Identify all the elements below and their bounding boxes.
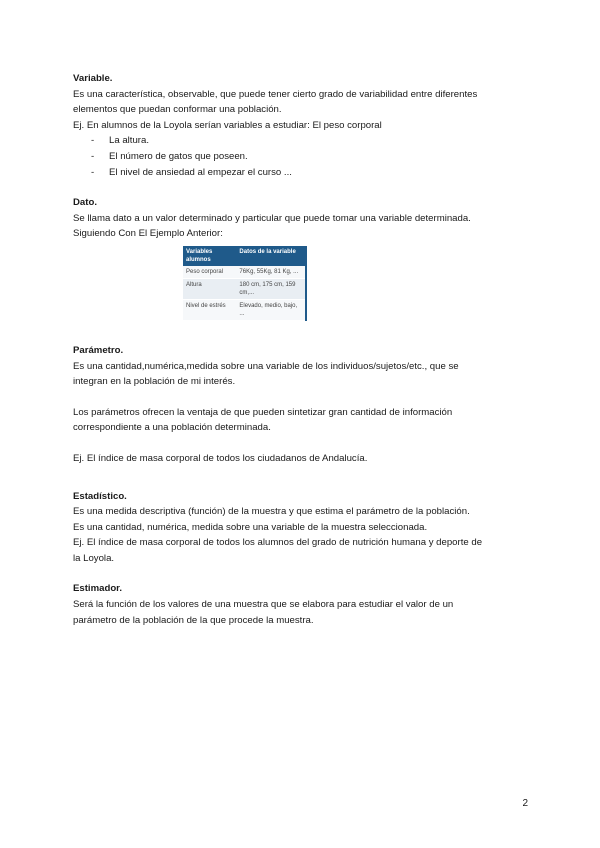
paragraph-line: Será la función de los valores de una muestra que se elabora para estudiar el valor de un [73, 599, 454, 611]
paragraph-line: Ej. En alumnos de la Loyola serían variables a estudiar: El peso corporal [73, 119, 382, 131]
table-cell: Peso corporal [183, 266, 236, 279]
table-header-cell: Datos de la variable [236, 246, 306, 266]
example-line: Ej. El índice de masa corporal de todos los ciudadanos de Andalucía. [73, 452, 368, 464]
list-item: - El nivel de ansiedad al empezar el curso ... [91, 165, 533, 181]
page-number: 2 [522, 798, 528, 809]
paragraph-line: Es una medida descriptiva (función) de la muestra y que estima el parámetro de la población. [73, 506, 470, 518]
paragraph-line: Es una característica, observable, que puede tener cierto grado de variabilidad entre diferentes [73, 88, 478, 100]
paragraph-line: Es una cantidad, numérica, medida sobre una variable de la muestra seleccionada. [73, 521, 428, 533]
table-cell: Elevado, medio, bajo, ... [236, 299, 306, 320]
table-cell: Nivel de estrés [183, 299, 236, 320]
data-table-container [183, 246, 307, 321]
variable-examples-list [73, 133, 533, 180]
section-title-estadistico: Estadístico. [73, 490, 127, 502]
table-row [183, 299, 306, 320]
paragraph-line: Los parámetros ofrecen la ventaja de que pueden sintetizar gran cantidad de información [73, 406, 453, 418]
list-item: - El número de gatos que poseen. [91, 149, 533, 165]
table-cell: 180 cm, 175 cm, 159 cm,... [236, 278, 306, 299]
table-cell: 76Kg, 55Kg, 81 Kg, ... [236, 266, 306, 279]
table-header-cell: Variables alumnos [183, 246, 236, 266]
paragraph-line: Es una cantidad,numérica,medida sobre una variable de los individuos/sujetos/etc., que se [73, 360, 459, 372]
paragraph-line: Ej. El índice de masa corporal de todos los alumnos del grado de nutrición humana y deporte de [73, 537, 483, 549]
table-cell: Altura [183, 278, 236, 299]
document-page [73, 71, 533, 628]
paragraph-line: correspondiente a una población determinada. [73, 422, 271, 434]
paragraph-line: Se llama dato a un valor determinado y particular que puede tomar una variable determinada. [73, 212, 471, 224]
table-row [183, 278, 306, 299]
section-title-variable: Variable. [73, 73, 113, 84]
table-row [183, 266, 306, 279]
section-title-dato: Dato. [73, 197, 97, 209]
paragraph-line: Siguiendo Con El Ejemplo Anterior: [73, 228, 223, 240]
list-item: - La altura. [91, 133, 533, 149]
paragraph-line: parámetro de la población de la que procede la muestra. [73, 614, 314, 626]
paragraph-line: la Loyola. [73, 552, 115, 564]
section-title-estimador: Estimador. [73, 583, 123, 595]
data-table [183, 246, 307, 321]
paragraph-line: integran en la población de mi interés. [73, 376, 236, 388]
paragraph-line: elementos que puedan conformar una población. [73, 104, 282, 116]
table-header-row [183, 246, 306, 266]
section-title-parametro: Parámetro. [73, 344, 124, 356]
